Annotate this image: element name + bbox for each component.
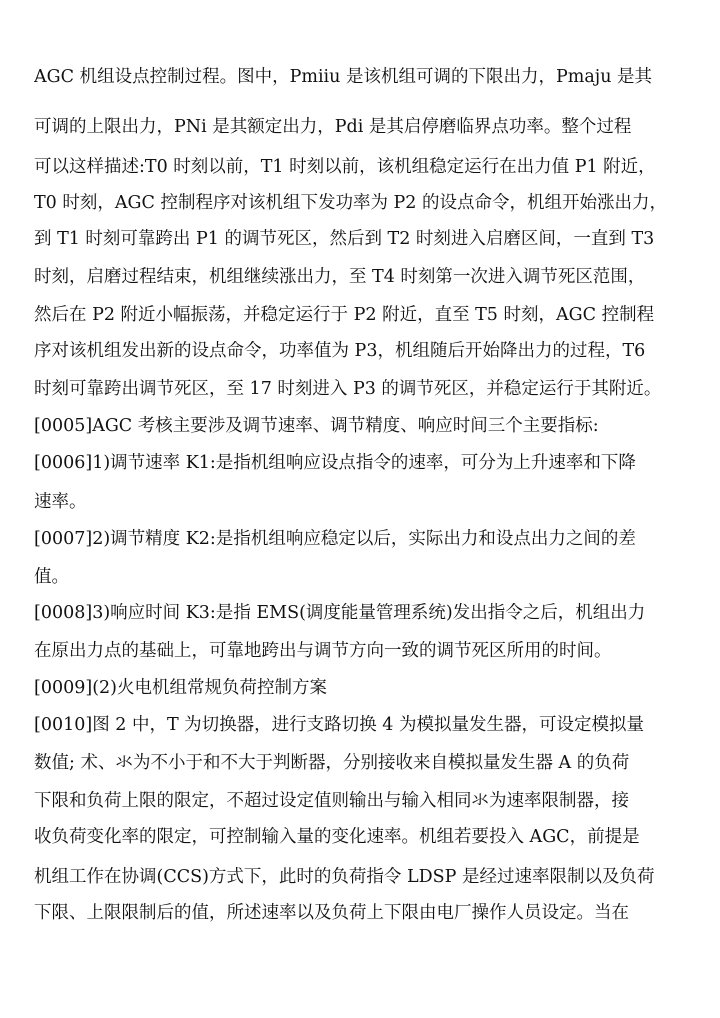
paragraph-0008: [0008]3)响应时间 K3:是指 EMS(调度能量管理系统)发出指令之后，机组出力	[34, 603, 646, 623]
paragraph-0009: [0009](2)火电机组常规负荷控制方案	[34, 678, 327, 698]
text-line: 序对该机组发出新的设点命令，功率值为 P3，机组随后开始降出力的过程，T6	[34, 341, 646, 361]
text-line: 下限和负荷上限的限定，不超过设定值则输出与输入相同氺为速率限制器，接	[34, 791, 629, 811]
text-line: 下限、上限限制后的值，所述速率以及负荷上下限由电厂操作人员设定。当在	[34, 903, 629, 923]
paragraph-0005: [0005]AGC 考核主要涉及调节速率、调节精度、响应时间三个主要指标:	[34, 416, 599, 436]
text-line: 然后在 P2 附近小幅振荡，并稳定运行于 P2 附近，直至 T5 时刻，AGC 控制程	[34, 305, 655, 325]
text-line: 收负荷变化率的限定，可控制输入量的变化速率。机组若要投入 AGC，前提是	[34, 827, 640, 847]
text-line: 在原出力点的基础上，可靠地跨出与调节方向一致的调节死区所用的时间。	[34, 641, 612, 661]
text-line: 机组工作在协调(CCS)方式下，此时的负荷指令 LDSP 是经过速率限制以及负荷	[34, 867, 655, 887]
text-line: 可调的上限出力，PNi 是其额定出力，Pdi 是其启停磨临界点功率。整个过程	[34, 117, 632, 137]
paragraph-0007: [0007]2)调节精度 K2:是指机组响应稳定以后，实际出力和设点出力之间的差	[34, 529, 636, 549]
text-line: AGC 机组设点控制过程。图中，Pmiiu 是该机组可调的下限出力，Pmaju 是其	[34, 67, 653, 87]
text-line: 到 T1 时刻可靠跨出 P1 的调节死区，然后到 T2 时刻进入启磨区间，一直到 T3	[34, 229, 655, 249]
text-line: 时刻，启磨过程结束，机组继续涨出力，至 T4 时刻第一次进入调节死区范围，	[34, 267, 646, 287]
text-line: 可以这样描述:T0 时刻以前，T1 时刻以前，该机组稳定运行在出力值 P1 附近，	[34, 157, 656, 177]
text-line: 值。	[34, 567, 69, 587]
text-line: 时刻可靠跨出调节死区，至 17 时刻进入 P3 的调节死区，并稳定运行于其附近。	[34, 379, 662, 399]
paragraph-0006: [0006]1)调节速率 K1:是指机组响应设点指令的速率，可分为上升速率和下降	[34, 453, 636, 473]
text-line: T0 时刻，AGC 控制程序对该机组下发功率为 P2 的设点命令，机组开始涨出力，	[34, 193, 667, 213]
paragraph-0010: [0010]图 2 中，T 为切换器，进行支路切换 4 为模拟量发生器，可设定模拟量	[34, 715, 644, 735]
text-line: 速率。	[34, 492, 87, 512]
text-line: 数值; 术、氺为不小于和不大于判断器，分别接收来自模拟量发生器 A 的负荷	[34, 753, 630, 773]
